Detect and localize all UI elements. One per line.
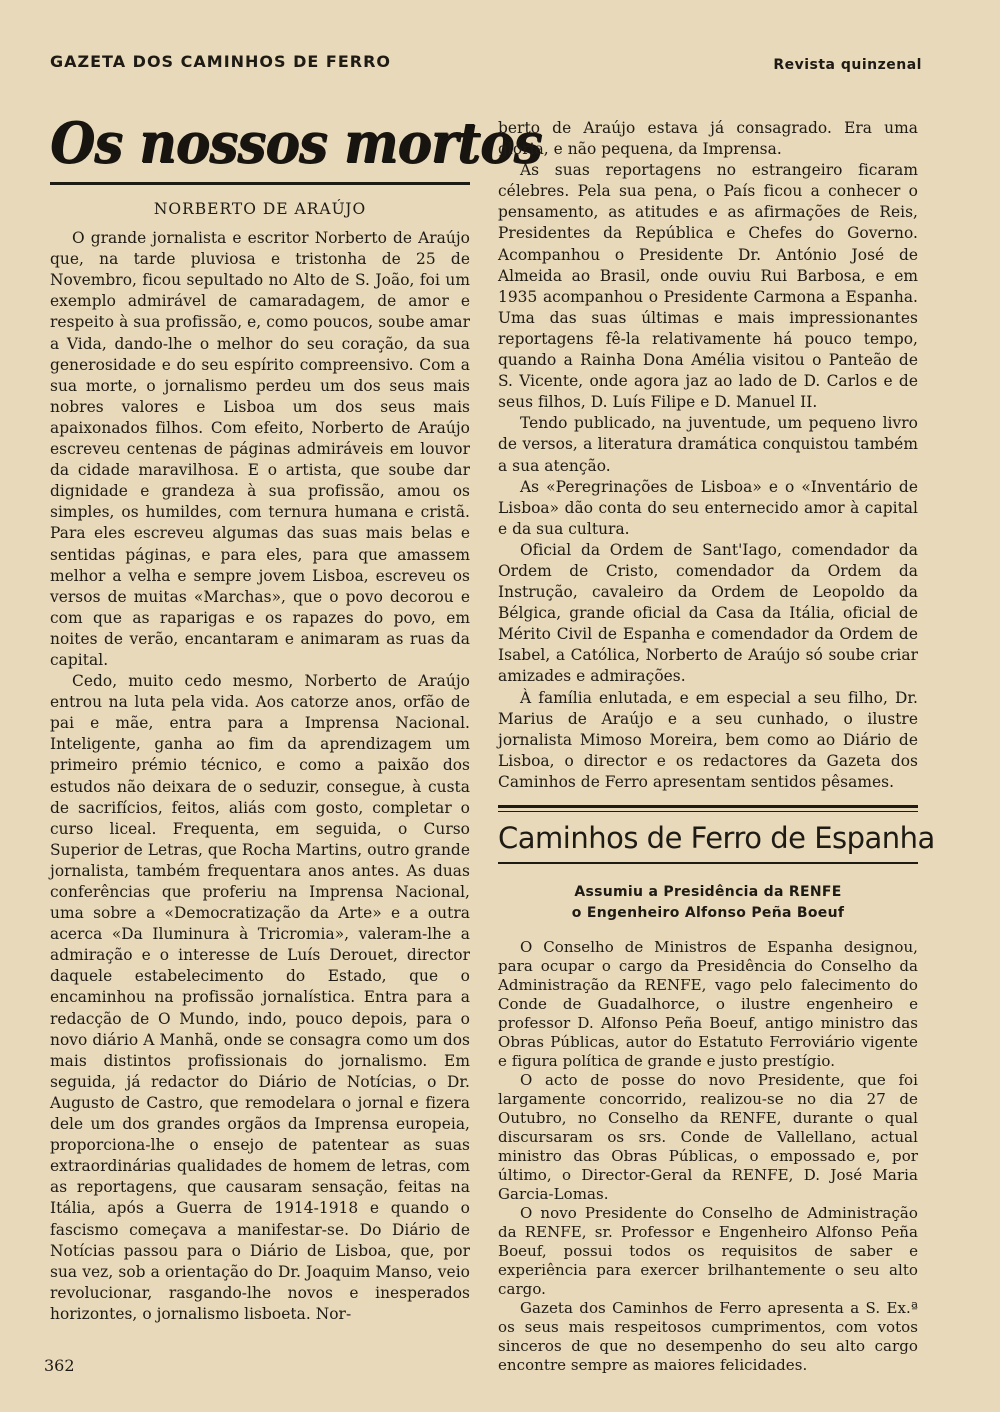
right-column [498,118,935,1375]
article-paragraph: As suas reportagens no estrangeiro ficaram célebres. Pela sua pena, o País ficou a conhecer o pensamento, as atitudes e as afirmações de Reis, Presidentes da República e Chefes do Governo. Acompanhou o Presidente Dr. António José de Almeida ao Brasil, onde ouviu Rui Barbosa, e em 1935 acompanhou o Presidente Carmona a Espanha. Uma das suas últimas e mais impressionantes reportagens fê-la relativamente há pouco tempo, quando a Rainha Dona Amélia visitou o Panteão de S. Vicente, onde agora jaz ao lado de D. Carlos e de seus filhos, D. Luís Filipe e D. Manuel II. [498,161,918,412]
article-paragraph: À família enlutada, e em especial a seu filho, Dr. Marius de Araújo e a seu cunhado, o ilustre jornalista Mimoso Moreira, bem como ao Diário de Lisboa, o director e os redactores da Gazeta dos Caminhos de Ferro apresentam sentidos pêsames. [498,688,918,791]
article-paragraph: O grande jornalista e escritor Norberto de Araújo que, na tarde pluviosa e tristonha de 25 de Novembro, ficou sepultado no Alto de S. João, foi um exemplo admirável de camaradagem, de amor e respeito à sua profissão, e, como poucos, soube amar a Vida, dando-lhe o melhor do seu coração, da sua generosidade e do seu espírito compreensivo. Com a sua morte, o jornalismo perdeu um dos seus mais nobres valores e Lisboa um dos seus mais apaixonados filhos. Com efeito, Norberto de Araújo escreveu centenas de páginas admiráveis em louvor da cidade maravilhosa. E o artista, que soube dar dignidade e grandeza à sua profissão, amou os simples, os humildes, com ternura humana e cristã. Para eles escreveu algumas das suas mais belas e sentidas páginas, e para eles, para que amassem melhor a velha e sempre jovem Lisboa, escreveu os versos de muitas «Marchas», que o povo decorou e com que as raparigas e os rapazes do povo, em noites de verão, encantaram e animaram as ruas da capital. [50,229,470,669]
section-rule [498,805,918,808]
article-paragraph: Tendo publicado, na juventude, um pequeno livro de versos, a literatura dramática conquistou também a sua atenção. [498,414,918,475]
section-title-rule [498,862,918,864]
section-title: Caminhos de Ferro de Espanha [498,821,935,855]
page-number: 362 [44,1356,75,1375]
article-paragraph: O Conselho de Ministros de Espanha designou, para ocupar o cargo da Presidência do Conselho da Administração da RENFE, vago pelo falecimento do Conde de Guadalhorce, o ilustre engenheiro e professor D. Alfonso Peña Boeuf, antigo ministro das Obras Públicas, autor do Estatuto Ferroviário vigente e figura política de grande e justo prestígio. [498,938,918,1070]
article-paragraph: Cedo, muito cedo mesmo, Norberto de Araújo entrou na luta pela vida. Aos catorze anos, orfão de pai e mãe, entra para a Imprensa Nacional. Inteligente, ganha ao fim da aprendizagem um primeiro prémio técnico, e como a paixão dos estudos não deixara de o seduzir, consegue, à custa de sacrifícios, feitos, aliás com gosto, completar o curso liceal. Frequenta, em seguida, o Curso Superior de Letras, que Rocha Martins, outro grande jornalista, também frequentara anos antes. As duas conferências que proferiu na Imprensa Nacional, uma sobre a «Democratização da Arte» e a outra acerca «Da Iluminura à Tricromia», valeram-lhe a admiração e o interesse de Luís Derouet, director daquele estabelecimento do Estado, que o encaminhou na profissão jornalística. Entra para a redacção de O Mundo, indo, pouco depois, para o novo diário A Manhã, onde se consagra como um dos mais distintos profissionais do jornalismo. Em seguida, já redactor do Diário de Notícias, o Dr. Augusto de Castro, que remodelara o jornal e fizera dele um dos grandes orgãos da Imprensa europeia, proporciona-lhe o ensejo de patentear as suas extraordinárias qualidades de homem de letras, com as reportagens, que causaram sensação, feitas na Itália, após a Guerra de 1914-1918 e quando o fascismo começava a manifestar-se. Do Diário de Notícias passou para o Diário de Lisboa, que, por sua vez, sob a orientação do Dr. Joaquim Manso, veio revolucionar, rasgando-lhe novos e inesperados horizontes, o jornalismo lisboeta. Nor- [50,672,470,1323]
title-rule [50,182,470,185]
spanish-railways-section [498,805,935,1375]
article-byline: NORBERTO DE ARAÚJO [153,200,367,218]
section-subhead: Assumiu a Presidência da RENFE [574,884,842,900]
publication-header: GAZETA DOS CAMINHOS DE FERRO [50,52,392,71]
article-paragraph: Gazeta dos Caminhos de Ferro apresenta a S. Ex.ª os seus mais respeitosos cumprimentos, com votos sinceros de que no desempenho do seu alto cargo encontre sempre as maiores felicidades. [498,1299,918,1374]
section-subhead: o Engenheiro Alfonso Peña Boeuf [571,905,845,921]
left-column [50,110,542,1325]
section-rule [498,811,918,812]
article-paragraph: As «Peregrinações de Lisboa» e o «Inventário de Lisboa» dão conta do seu enternecido amor à capital e da sua cultura. [498,477,918,538]
section-body [498,938,918,1375]
article-paragraph: berto de Araújo estava já consagrado. Era uma glória, e não pequena, da Imprensa. [498,119,918,159]
article-paragraph: Oficial da Ordem de Sant'Iago, comendador da Ordem de Cristo, comendador da Ordem da Instrução, cavaleiro da Ordem de Leopoldo da Bélgica, grande oficial da Casa da Itália, oficial de Mérito Civil de Espanha e comendador da Ordem de Isabel, a Católica, Norberto de Araújo só soube criar amizades e admirações. [498,540,918,686]
frequency-header: Revista quinzenal [773,57,922,73]
article-paragraph: O acto de posse do novo Presidente, que foi largamente concorrido, realizou-se no dia 27 de Outubro, no Conselho da RENFE, durante o qual discursaram os srs. Conde de Vallellano, actual ministro das Obras Públicas, o empossado e, por último, o Director-Geral da RENFE, D. José Maria Garcia-Lomas. [498,1071,918,1203]
article-title: Os nossos mortos [50,110,542,176]
article-paragraph: O novo Presidente do Conselho de Administração da RENFE, sr. Professor e Engenheiro Alfonso Peña Boeuf, possui todos os requisitos de saber e experiência para exercer brilhantemente o seu alto cargo. [498,1204,918,1298]
